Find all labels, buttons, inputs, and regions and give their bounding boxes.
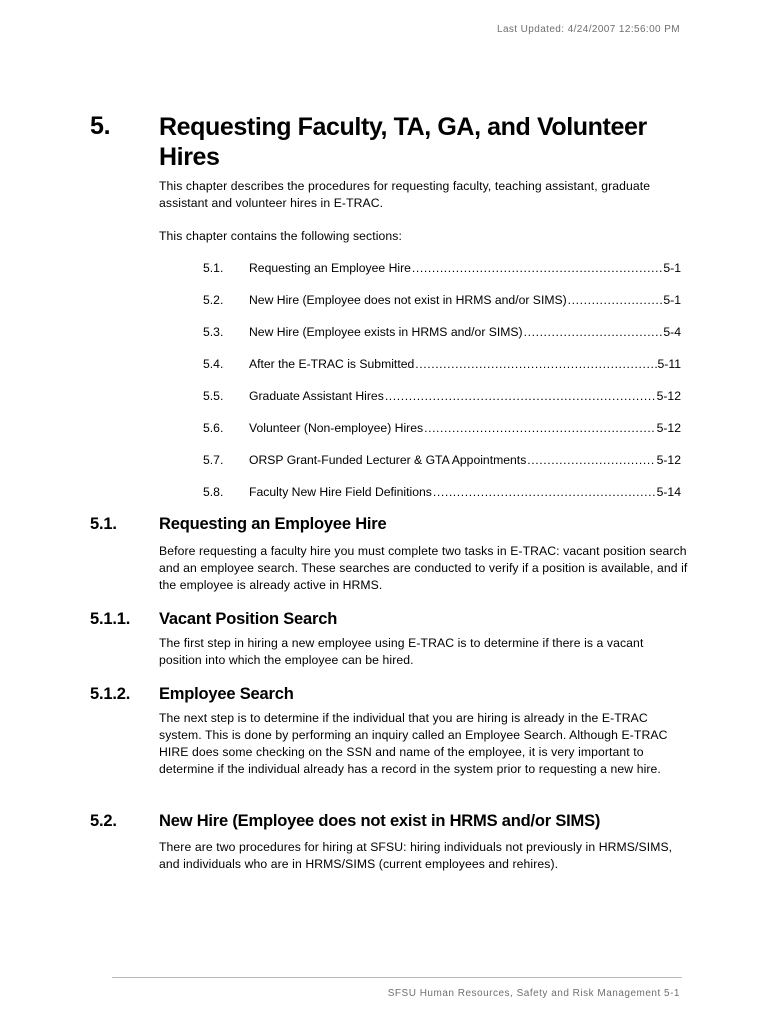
chapter-title: Requesting Faculty, TA, GA, and Volunteer Hires <box>159 113 647 171</box>
toc-leader-dots <box>385 388 656 404</box>
toc-entry-page: 5-1 <box>663 293 681 307</box>
toc-entry-page: 5-14 <box>656 485 681 499</box>
section-heading: Employee Search <box>159 685 294 703</box>
toc-entry-title: Volunteer (Non-employee) Hires <box>249 421 424 435</box>
toc-leader-dots <box>433 484 656 500</box>
toc-entry[interactable] <box>203 420 681 452</box>
toc-entry-number: 5.8. <box>203 485 224 499</box>
section-number: 5.1.2. <box>90 685 131 703</box>
chapter-intro: This chapter describes the procedures for requesting faculty, teaching assistant, graduate assistant and volunteer hires in E-TRAC. <box>159 179 651 210</box>
section-body: Before requesting a faculty hire you must complete two tasks in E-TRAC: vacant position search and an employee search. These searches are conducted to verify if a position is available, and if the employee is already active in HRMS. <box>159 544 688 592</box>
toc-leader-dots <box>415 356 656 372</box>
toc-entry[interactable] <box>203 388 681 420</box>
section-body: There are two procedures for hiring at SFSU: hiring individuals not previously in HRMS/SIMS, and individuals who are in HRMS/SIMS (current employees and rehires). <box>159 840 673 871</box>
toc-entry-page: 5-12 <box>656 389 681 403</box>
toc-entry-title: New Hire (Employee does not exist in HRMS and/or SIMS) <box>249 293 567 307</box>
toc-entry-title: Faculty New Hire Field Definitions <box>249 485 432 499</box>
toc-leader-dots <box>568 292 663 308</box>
section-number: 5.1. <box>90 515 117 533</box>
toc-entry-number: 5.1. <box>203 261 224 275</box>
toc-entry-page: 5-4 <box>663 325 681 339</box>
toc-entry-page: 5-12 <box>656 421 681 435</box>
toc-leader-dots <box>527 452 655 468</box>
toc-entry-number: 5.7. <box>203 453 224 467</box>
toc-entry-page: 5-12 <box>656 453 681 467</box>
section-heading: Vacant Position Search <box>159 610 338 628</box>
toc-entry-number: 5.4. <box>203 357 224 371</box>
toc-entry[interactable] <box>203 356 681 388</box>
table-of-contents <box>203 260 681 516</box>
section-heading: New Hire (Employee does not exist in HRMS and/or SIMS) <box>159 812 601 830</box>
toc-entry-title: ORSP Grant-Funded Lecturer & GTA Appointments <box>249 453 527 467</box>
toc-leader-dots <box>412 260 662 276</box>
toc-entry-page: 5-11 <box>657 357 681 371</box>
section-number: 5.2. <box>90 812 117 830</box>
chapter-contains-text: This chapter contains the following sections: <box>159 229 402 243</box>
section-body: The first step in hiring a new employee using E-TRAC is to determine if there is a vacant position into which the employee can be hired. <box>159 636 644 667</box>
toc-entry-title: Graduate Assistant Hires <box>249 389 384 403</box>
section-heading: Requesting an Employee Hire <box>159 515 387 533</box>
toc-entry-title: New Hire (Employee exists in HRMS and/or SIMS) <box>249 325 523 339</box>
toc-entry-number: 5.2. <box>203 293 224 307</box>
section-body: The next step is to determine if the individual that you are hiring is already in the E-TRAC system. This is done by performing an inquiry called an Employee Search. Although E-TRAC HIRE does some checking on the SSN and name of the employee, it is very important to determine if the individual already has a record in the system prior to requesting a new hire. <box>159 711 668 776</box>
toc-entry-number: 5.6. <box>203 421 224 435</box>
toc-entry[interactable] <box>203 324 681 356</box>
toc-entry-title: Requesting an Employee Hire <box>249 261 411 275</box>
toc-entry-number: 5.3. <box>203 325 224 339</box>
toc-entry[interactable] <box>203 292 681 324</box>
toc-leader-dots <box>424 420 656 436</box>
section-number: 5.1.1. <box>90 610 131 628</box>
toc-entry-title: After the E-TRAC is Submitted <box>249 357 415 371</box>
toc-entry[interactable] <box>203 484 681 516</box>
last-updated-stamp: Last Updated: 4/24/2007 12:56:00 PM <box>496 24 680 35</box>
footer-divider <box>112 977 682 978</box>
toc-entry-number: 5.5. <box>203 389 224 403</box>
toc-entry-page: 5-1 <box>663 261 681 275</box>
footer-text: SFSU Human Resources, Safety and Risk Management 5-1 <box>387 988 680 999</box>
toc-entry[interactable] <box>203 452 681 484</box>
toc-entry[interactable] <box>203 260 681 292</box>
toc-leader-dots <box>524 324 663 340</box>
chapter-number: 5. <box>90 112 111 140</box>
